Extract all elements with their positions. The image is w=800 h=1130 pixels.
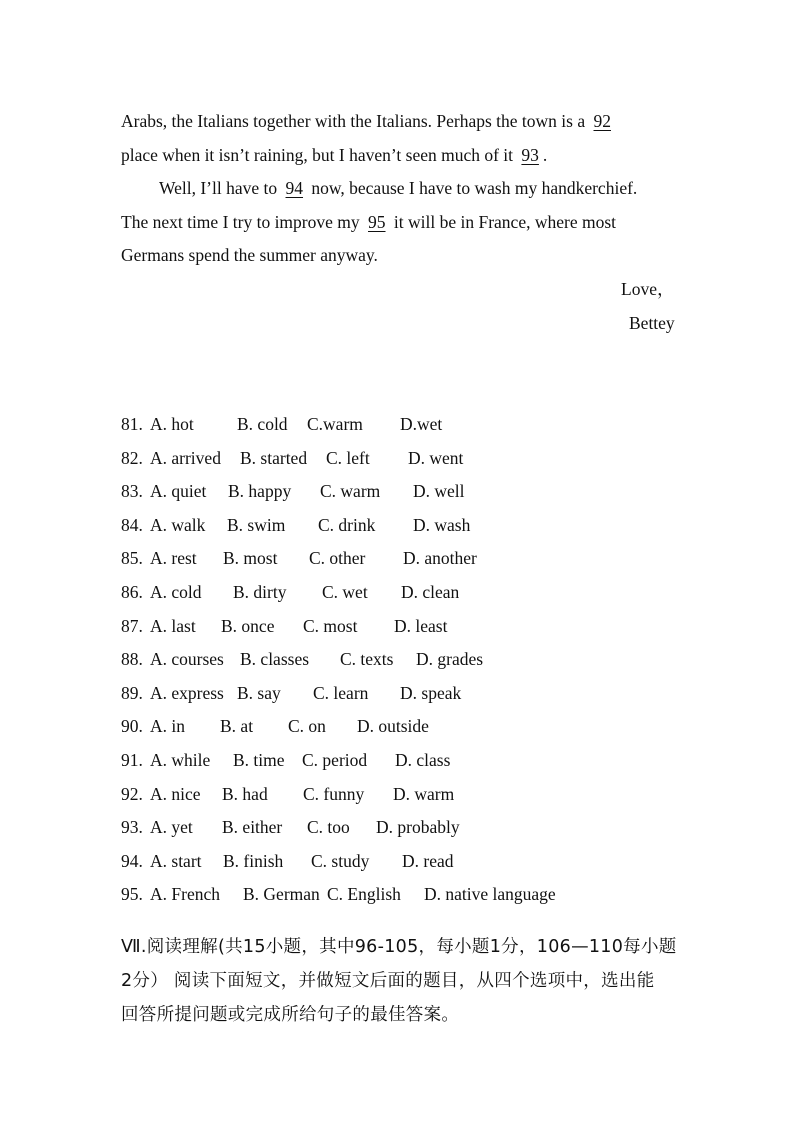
question-number: 83. — [121, 481, 143, 502]
option-b: B. say — [237, 682, 281, 703]
option-a: A. express — [150, 682, 224, 703]
option-c: C. warm — [320, 481, 381, 502]
question-number: 95. — [121, 884, 143, 905]
letter-closing: Love， — [621, 279, 675, 299]
passage-line-2 — [121, 144, 547, 166]
question-number: 88. — [121, 649, 143, 670]
question-number: 87. — [121, 615, 143, 636]
passage-text: The next time I try to improve my — [121, 212, 365, 232]
question-number: 90. — [121, 716, 143, 737]
option-a: A. arrived — [150, 447, 221, 468]
question-number: 81. — [121, 414, 143, 434]
passage-line-1 — [121, 110, 615, 132]
option-c: C. funny — [303, 783, 365, 804]
option-a: A. last — [150, 615, 196, 636]
option-c: C. left — [326, 447, 370, 468]
option-d: D. clean — [401, 582, 460, 602]
passage-text: it will be in France, where most — [389, 212, 616, 232]
option-a: A. in — [150, 716, 185, 737]
option-c: C. other — [309, 548, 366, 569]
option-c: C. texts — [340, 649, 394, 670]
blank-95: 95 — [368, 212, 386, 232]
option-a: A. rest — [150, 548, 197, 569]
option-b: B. cold — [237, 414, 288, 434]
option-a: A. yet — [150, 817, 193, 838]
option-c: C.warm — [307, 414, 363, 434]
option-b: B. time — [233, 750, 285, 770]
option-a: A. nice — [150, 783, 201, 804]
option-b: B. started — [240, 447, 308, 468]
passage-line-5: Germans spend the summer anyway. — [121, 245, 378, 265]
option-c: C. most — [303, 615, 358, 636]
option-b: B. classes — [240, 649, 310, 670]
letter-signature: Bettey — [629, 313, 675, 333]
option-b: B. once — [221, 615, 275, 636]
option-a: A. while — [150, 750, 211, 770]
question-number: 94. — [121, 850, 143, 871]
option-c: C. learn — [313, 682, 369, 703]
section-7-heading-line-3: 回答所提问题或完成所给句子的最佳答案。 — [121, 1005, 460, 1025]
passage-text: . — [542, 145, 548, 165]
option-c: C. on — [288, 716, 326, 737]
option-d: D. class — [395, 750, 451, 770]
option-c: C. study — [311, 850, 370, 871]
option-a: A. start — [150, 850, 202, 871]
option-d: D. read — [402, 850, 454, 871]
question-number: 86. — [121, 582, 143, 602]
option-b: B. had — [222, 783, 268, 804]
option-d: D. warm — [393, 783, 455, 804]
option-d: D. least — [394, 615, 448, 636]
option-a: A. cold — [150, 582, 202, 602]
option-d: D.wet — [400, 414, 443, 434]
option-d: D. grades — [416, 649, 484, 670]
question-number: 84. — [121, 514, 143, 535]
option-b: B. happy — [228, 481, 292, 502]
section-7-heading-line-1: Ⅶ.阅读理解(共15小题，其中96-105，每小题1分，106—110每小题 — [121, 937, 677, 957]
passage-line-4 — [121, 211, 616, 233]
question-number: 92. — [121, 783, 143, 804]
option-b: B. either — [222, 817, 283, 838]
option-d: D. wash — [413, 514, 471, 535]
option-d: D. went — [408, 447, 464, 468]
option-d: D. speak — [400, 682, 462, 703]
option-b: B. German — [243, 884, 320, 905]
question-number: 89. — [121, 682, 143, 703]
passage-text: Arabs, the Italians together with the Italians. Perhaps the town is a — [121, 111, 590, 131]
passage-text: place when it isn’t raining, but I haven’t seen much of it — [121, 145, 518, 165]
option-a: A. French — [150, 884, 220, 905]
question-number: 91. — [121, 750, 143, 770]
question-number: 85. — [121, 548, 143, 569]
passage-text: Well, I’ll have to — [159, 178, 282, 198]
question-number: 93. — [121, 817, 143, 838]
option-c: C. too — [307, 817, 350, 838]
option-b: B. finish — [223, 850, 284, 871]
section-7-heading-line-2: 2分） 阅读下面短文，并做短文后面的题目，从四个选项中，选出能 — [121, 971, 655, 991]
option-a: A. hot — [150, 414, 194, 434]
option-b: B. swim — [227, 514, 286, 535]
option-a: A. quiet — [150, 481, 207, 502]
blank-94: 94 — [285, 178, 304, 198]
option-c: C. drink — [318, 514, 376, 535]
option-a: A. courses — [150, 649, 224, 670]
option-d: D. native language — [424, 884, 556, 905]
option-d: D. outside — [357, 716, 429, 737]
option-b: B. most — [223, 548, 278, 569]
option-c: C. wet — [322, 582, 368, 602]
option-d: D. another — [403, 548, 477, 569]
passage-text: now, because I have to wash my handkerchief. — [307, 178, 638, 198]
blank-93: 93 — [521, 145, 539, 165]
option-b: B. dirty — [233, 582, 287, 602]
blank-92: 92 — [593, 111, 611, 131]
option-c: C. period — [302, 750, 368, 770]
question-number: 82. — [121, 447, 143, 468]
option-d: D. probably — [376, 817, 460, 838]
option-b: B. at — [220, 716, 254, 737]
option-d: D. well — [413, 481, 465, 502]
option-c: C. English — [327, 884, 401, 905]
option-a: A. walk — [150, 514, 206, 535]
passage-line-3 — [159, 177, 637, 199]
